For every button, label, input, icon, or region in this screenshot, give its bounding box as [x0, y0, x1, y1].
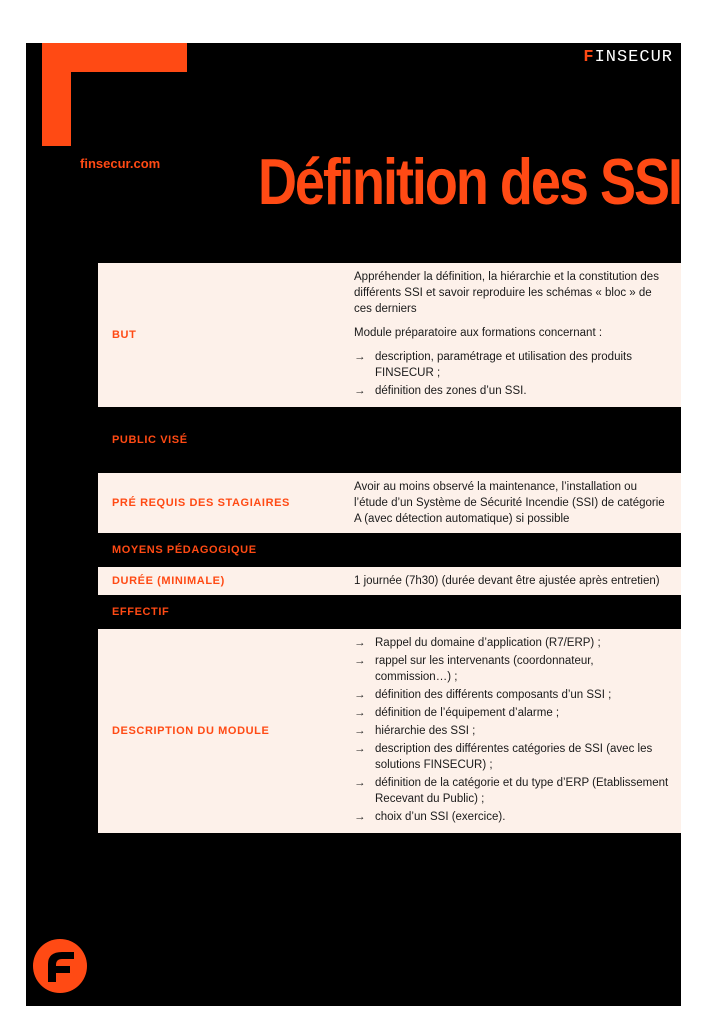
list-item: → définition des zones d’un SSI. — [354, 383, 671, 399]
course-info-table — [98, 263, 681, 833]
label-effectif: EFFECTIF — [98, 595, 343, 629]
row-public — [98, 407, 681, 473]
row-description — [98, 629, 681, 833]
list-item: → Rappel du domaine d’application (R7/ERP) ; — [354, 635, 671, 651]
row-duree — [98, 567, 681, 595]
but-paragraph-1: Appréhender la définition, la hiérarchie et la constitution des différents SSI et savoir reproduire les schémas « bloc » de ces derniers — [354, 271, 659, 315]
row-moyens — [98, 533, 681, 567]
list-item: → définition de la catégorie et du type d’ERP (Etablissement Recevant du Public) ; — [354, 775, 671, 807]
list-item: → définition de l’équipement d’alarme ; — [354, 705, 671, 721]
finsecur-f-logo-icon — [32, 938, 88, 994]
value-description — [343, 629, 681, 833]
label-description: DESCRIPTION DU MODULE — [98, 629, 343, 833]
row-prerequis — [98, 473, 681, 533]
value-but — [343, 263, 681, 407]
value-prerequis: Avoir au moins observé la maintenance, l’installation ou l’étude d’un Système de Sécurité Incendie (SSI) de catégorie A (avec détection automatique) si possible — [343, 473, 681, 533]
brand-logo-f: F — [583, 48, 595, 67]
document-page — [26, 43, 681, 1006]
list-item: → définition des différents composants d’un SSI ; — [354, 687, 671, 703]
list-item: → description des différentes catégories de SSI (avec les solutions FINSECUR) ; — [354, 741, 671, 773]
but-list — [354, 349, 671, 399]
label-prerequis: PRÉ REQUIS DES STAGIAIRES — [98, 473, 343, 533]
but-paragraph-2: Module préparatoire aux formations concernant : — [354, 327, 603, 339]
label-public: PUBLIC VISÉ — [98, 407, 343, 473]
value-duree: 1 journée (7h30) (durée devant être ajustée après entretien) — [343, 567, 681, 595]
page-title: Définition des SSI — [257, 146, 681, 219]
value-moyens — [343, 533, 681, 567]
row-effectif — [98, 595, 681, 629]
label-duree: DURÉE (MINIMALE) — [98, 567, 343, 595]
list-item: → description, paramétrage et utilisation des produits FINSECUR ; — [354, 349, 671, 381]
list-item: → rappel sur les intervenants (coordonnateur, commission…) ; — [354, 653, 671, 685]
value-public — [343, 407, 681, 473]
brand-logo-text: INSECUR — [594, 48, 673, 67]
label-moyens: MOYENS PÉDAGOGIQUE — [98, 533, 343, 567]
list-item: → choix d’un SSI (exercice). — [354, 809, 671, 825]
value-effectif — [343, 595, 681, 629]
site-link[interactable]: finsecur.com — [80, 156, 161, 171]
list-item: → hiérarchie des SSI ; — [354, 723, 671, 739]
brand-logo — [583, 49, 673, 66]
row-but — [98, 263, 681, 407]
description-list — [354, 635, 671, 825]
corner-decoration-left — [42, 43, 71, 146]
label-but: BUT — [98, 263, 343, 407]
